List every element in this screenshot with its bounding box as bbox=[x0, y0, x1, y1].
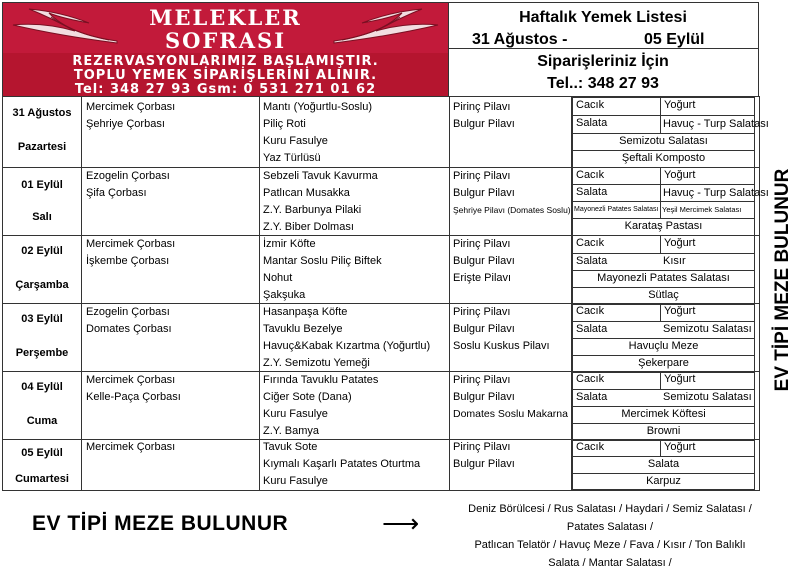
column-divider bbox=[259, 97, 260, 490]
main-dish: Kuru Fasulye bbox=[263, 135, 328, 147]
extra-item: Mayonezli Patates Salatası bbox=[572, 270, 755, 288]
side-cell: Salata bbox=[572, 253, 661, 271]
main-dish: Fırında Tavuklu Patates bbox=[263, 374, 379, 386]
side-cell: Havuç - Turp Salatası bbox=[660, 115, 755, 134]
order-phone[interactable]: Tel..: 348 27 93 bbox=[547, 75, 659, 92]
main-dish: Kıymalı Kaşarlı Patates Oturtma bbox=[263, 458, 421, 470]
meze-line: Patates Salatası / bbox=[566, 521, 654, 533]
soup-item: Mercimek Çorbası bbox=[86, 101, 176, 113]
extra-item: Browni bbox=[572, 423, 755, 441]
main-dish: Mantar Soslu Piliç Biftek bbox=[263, 255, 382, 267]
side-cell: Mayonezli Patates Salatası bbox=[572, 201, 661, 219]
side-cell: Semizotu Salatası bbox=[660, 321, 755, 339]
side-cell: Cacık bbox=[572, 303, 661, 322]
day-weekday: Cuma bbox=[26, 415, 58, 427]
day-date: 05 Eylül bbox=[21, 447, 63, 459]
main-dish: Mantı (Yoğurtlu-Soslu) bbox=[263, 101, 373, 113]
column-divider bbox=[449, 97, 450, 490]
soup-item: Şehriye Çorbası bbox=[86, 118, 165, 130]
side-cell: Yoğurt bbox=[660, 167, 755, 185]
side-cell: Havuç - Turp Salatası bbox=[660, 184, 755, 202]
main-dish: İzmir Köfte bbox=[263, 238, 316, 250]
side-cell: Yoğurt bbox=[660, 371, 755, 390]
soup-item: İşkembe Çorbası bbox=[86, 255, 170, 267]
rice-dish: Pirinç Pilavı bbox=[453, 306, 511, 318]
main-dish: Z.Y. Bamya bbox=[263, 425, 320, 437]
rice-dish: Şehriye Pilavı (Domates Soslu) bbox=[453, 205, 571, 215]
meze-announcement: EV TİPİ MEZE BULUNUR bbox=[32, 512, 289, 535]
meze-line: Patlıcan Telatör / Havuç Meze / Fava / Kısır / Ton Balıklı bbox=[474, 539, 746, 551]
main-dish: Ciğer Sote (Dana) bbox=[263, 391, 352, 403]
header-divider bbox=[448, 48, 758, 49]
main-dish: Tavuklu Bezelye bbox=[263, 323, 343, 335]
column-divider bbox=[81, 97, 82, 490]
order-label: Siparişleriniz İçin bbox=[537, 53, 669, 70]
extra-item: Şekerpare bbox=[572, 355, 755, 373]
rice-dish: Bulgur Pilavı bbox=[453, 391, 515, 403]
main-dish: Havuç&Kabak Kızartma (Yoğurtlu) bbox=[263, 340, 431, 352]
menu-header bbox=[448, 2, 759, 97]
day-date: 31 Ağustos bbox=[12, 107, 72, 119]
rice-dish: Pirinç Pilavı bbox=[453, 374, 511, 386]
soup-item: Mercimek Çorbası bbox=[86, 441, 176, 453]
extra-item: Salata bbox=[572, 456, 755, 474]
extra-item: Şeftali Komposto bbox=[572, 150, 755, 168]
main-dish: Sebzeli Tavuk Kavurma bbox=[263, 170, 378, 182]
side-meze-text: EV TİPİ MEZE BULUNUR bbox=[772, 168, 793, 392]
main-dish: Patlıcan Musakka bbox=[263, 187, 350, 199]
side-cell: Yoğurt bbox=[660, 97, 755, 116]
side-cell: Cacık bbox=[572, 235, 661, 254]
side-cell: Yoğurt bbox=[660, 439, 755, 457]
soup-item: Mercimek Çorbası bbox=[86, 374, 176, 386]
soup-item: Ezogelin Çorbası bbox=[86, 306, 170, 318]
extra-item: Sütlaç bbox=[572, 287, 755, 305]
day-date: 03 Eylül bbox=[21, 313, 63, 325]
extra-item: Semizotu Salatası bbox=[572, 133, 755, 151]
promo-catering: TOPLU YEMEK SİPARİŞLERİNİ ALINIR. bbox=[73, 68, 378, 83]
side-cell: Kısır bbox=[660, 253, 755, 271]
side-cell: Yeşil Mercimek Salatası bbox=[660, 201, 755, 219]
promo-contact: Tel: 348 27 93 Gsm: 0 531 271 01 62 bbox=[74, 82, 377, 97]
rice-dish: Bulgur Pilavı bbox=[453, 255, 515, 267]
side-cell: Salata bbox=[572, 184, 661, 202]
rice-dish: Domates Soslu Makarna bbox=[453, 408, 568, 420]
rice-dish: Soslu Kuskus Pilavı bbox=[453, 340, 550, 352]
soup-item: Şifa Çorbası bbox=[86, 187, 147, 199]
day-weekday: Salı bbox=[32, 211, 52, 223]
side-cell: Cacık bbox=[572, 167, 661, 185]
extra-item: Mercimek Köftesi bbox=[572, 406, 755, 424]
extra-item: Karpuz bbox=[572, 473, 755, 490]
main-dish: Kuru Fasulye bbox=[263, 408, 328, 420]
main-dish: Z.Y. Biber Dolması bbox=[263, 221, 354, 233]
promo-reservation: REZERVASYONLARIMIZ BAŞLAMIŞTIR. bbox=[72, 54, 379, 69]
side-cell: Salata bbox=[572, 389, 661, 407]
date-range-start: 31 Ağustos - bbox=[472, 31, 568, 48]
side-cell: Cacık bbox=[572, 371, 661, 390]
side-cell: Yoğurt bbox=[660, 235, 755, 254]
side-cell: Cacık bbox=[572, 439, 661, 457]
soup-item: Ezogelin Çorbası bbox=[86, 170, 170, 182]
main-dish: Z.Y. Barbunya Pilaki bbox=[263, 204, 362, 216]
rice-dish: Pirinç Pilavı bbox=[453, 238, 511, 250]
rice-dish: Erişte Pilavı bbox=[453, 272, 512, 284]
meze-list bbox=[430, 500, 790, 572]
soup-item: Kelle-Paça Çorbası bbox=[86, 391, 181, 403]
meze-line: Deniz Börülcesi / Rus Salatası / Haydari / Semiz Salatası / bbox=[468, 503, 752, 515]
main-dish: Şakşuka bbox=[263, 289, 306, 301]
day-date: 01 Eylül bbox=[21, 179, 63, 191]
rice-dish: Bulgur Pilavı bbox=[453, 323, 515, 335]
rice-dish: Bulgur Pilavı bbox=[453, 458, 515, 470]
main-dish: Z.Y. Semizotu Yemeği bbox=[263, 357, 370, 369]
brand-name-line1: MELEKLER bbox=[149, 5, 302, 30]
side-cell: Yoğurt bbox=[660, 303, 755, 322]
rice-dish: Pirinç Pilavı bbox=[453, 441, 511, 453]
main-dish: Tavuk Sote bbox=[263, 441, 318, 453]
weekly-menu-table bbox=[2, 96, 769, 491]
side-meze-banner bbox=[762, 150, 798, 410]
main-dish: Hasanpaşa Köfte bbox=[263, 306, 348, 318]
side-cell: Salata bbox=[572, 321, 661, 339]
day-date: 02 Eylül bbox=[21, 245, 63, 257]
side-cell: Salata bbox=[572, 115, 661, 134]
meze-line: Salata / Mantar Salatası / bbox=[548, 557, 672, 569]
day-date: 04 Eylül bbox=[21, 381, 63, 393]
rice-dish: Pirinç Pilavı bbox=[453, 170, 511, 182]
extra-item: Karataş Pastası bbox=[572, 218, 755, 236]
menu-title: Haftalık Yemek Listesi bbox=[519, 9, 687, 26]
main-dish: Yaz Türlüsü bbox=[263, 152, 321, 164]
brand-name-line2: SOFRASI bbox=[164, 28, 287, 53]
date-range-end: 05 Eylül bbox=[644, 31, 705, 48]
day-weekday: Pazartesi bbox=[17, 141, 67, 153]
main-dish: Nohut bbox=[263, 272, 293, 284]
soup-item: Mercimek Çorbası bbox=[86, 238, 176, 250]
rice-dish: Pirinç Pilavı bbox=[453, 101, 511, 113]
day-weekday: Çarşamba bbox=[15, 279, 69, 291]
day-weekday: Cumartesi bbox=[15, 473, 69, 485]
brand-banner bbox=[2, 2, 449, 97]
day-weekday: Perşembe bbox=[15, 347, 69, 359]
rice-dish: Bulgur Pilavı bbox=[453, 118, 515, 130]
soup-item: Domates Çorbası bbox=[86, 323, 172, 335]
rice-dish: Bulgur Pilavı bbox=[453, 187, 515, 199]
side-cell: Cacık bbox=[572, 97, 661, 116]
arrow-right-icon: ⟶ bbox=[382, 508, 420, 538]
side-cell: Semizotu Salatası bbox=[660, 389, 755, 407]
main-dish: Kuru Fasulye bbox=[263, 475, 328, 487]
extra-item: Havuçlu Meze bbox=[572, 338, 755, 356]
main-dish: Piliç Roti bbox=[263, 118, 306, 130]
